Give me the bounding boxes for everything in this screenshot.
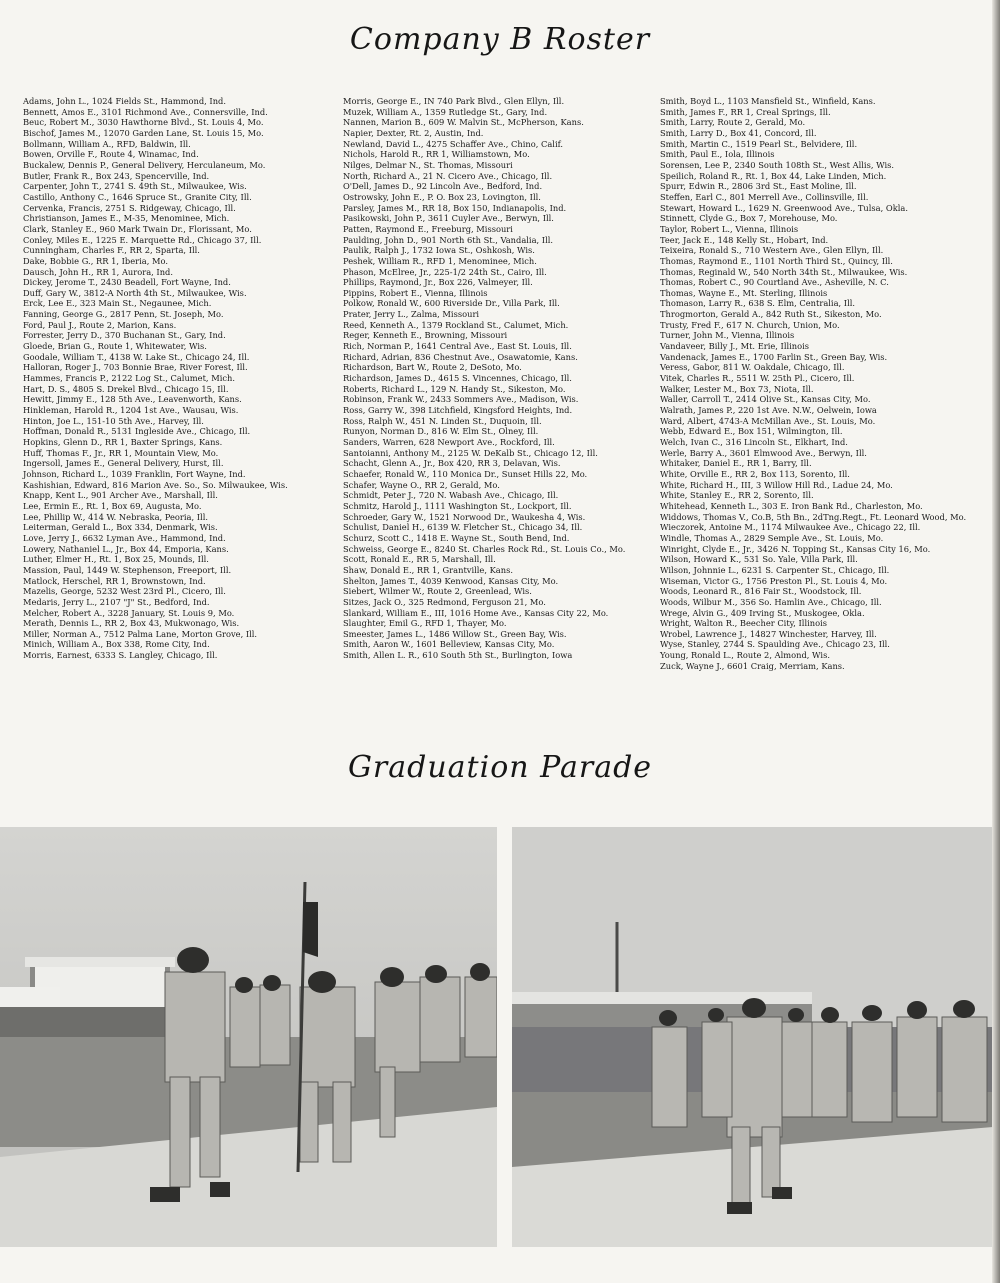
roster-entry: Santoianni, Anthony M., 2125 W. DeKalb St., Chicago 12, Ill. [343, 447, 598, 458]
roster-entry: Carpenter, John T., 2741 S. 49th St., Milwaukee, Wis. [23, 181, 247, 192]
roster-entry: Robinson, Frank W., 2433 Sommers Ave., Madison, Wis. [343, 394, 579, 405]
roster-entry: Butler, Frank R., Box 243, Spencerville, Ind. [23, 170, 210, 181]
roster-entry: Steffen, Earl C., 801 Merrell Ave., Collinsville, Ill. [660, 191, 869, 202]
roster-entry: Cervenka, Francis, 2751 S. Ridgeway, Chicago, Ill. [23, 202, 236, 213]
roster-entry: Smith, Larry D., Box 41, Concord, Ill. [660, 127, 817, 138]
roster-entry: Merath, Dennis L., RR 2, Box 43, Mukwonago, Wis. [23, 618, 240, 629]
roster-entry: Smith, Aaron W., 1601 Belleview, Kansas City, Mo. [343, 639, 555, 650]
roster-entry: Schulist, Daniel H., 6139 W. Fletcher St., Chicago 34, Ill. [343, 522, 583, 533]
roster-entry: North, Richard A., 21 N. Cicero Ave., Chicago, Ill. [343, 170, 553, 181]
roster-entry: Wieczorek, Antoine M., 1174 Milwaukee Ave., Chicago 22, Ill. [660, 522, 921, 533]
roster-entry: Fanning, George G., 2817 Penn, St. Joseph, Mo. [23, 309, 224, 320]
roster-entry: Minich, William A., Box 338, Rome City, Ind. [23, 639, 210, 650]
roster-entry: Paulding, John D., 901 North 6th St., Vandalia, Ill. [343, 234, 554, 245]
roster-entry: Winright, Clyde E., Jr., 3426 N. Topping St., Kansas City 16, Mo. [660, 543, 931, 554]
roster-entry: Nilges, Delmar N., St. Thomas, Missouri [343, 159, 513, 170]
roster-entry: Medaris, Jerry L., 2107 "J" St., Bedford, Ind. [23, 596, 210, 607]
roster-entry: Ingersoll, James E., General Delivery, Hurst, Ill. [23, 458, 224, 469]
roster-entry: Walker, Lester M., Box 73, Niota, Ill. [660, 383, 814, 394]
roster-entry: Sanders, Warren, 628 Newport Ave., Rockford, Ill. [343, 437, 555, 447]
roster-entry: Buckalew, Dennis P., General Delivery, Herculaneum, Mo. [23, 159, 266, 170]
parade-photo-right-image [512, 827, 993, 1247]
roster-entry: Thomas, Wayne E., Mt. Sterling, Illinois [660, 287, 828, 298]
roster-entry: Halloran, Roger J., 703 Bonnie Brae, River Forest, Ill. [23, 362, 248, 373]
roster-entry: O'Dell, James D., 92 Lincoln Ave., Bedford, Ind. [343, 181, 543, 192]
roster-entry: Matlock, Herschel, RR 1, Brownstown, Ind. [23, 575, 206, 586]
roster-entry: Turner, John M., Vienna, Illinois [660, 330, 795, 341]
roster-entry: Wilson, Howard K., 531 So. Yale, Villa Park, Ill. [660, 554, 858, 565]
roster-entry: Muzek, William A., 1359 Rutledge St., Gary, Ind. [343, 106, 548, 117]
roster-entry: Windle, Thomas A., 2829 Semple Ave., St. Louis, Mo. [660, 532, 884, 543]
roster-column-3 [660, 96, 980, 671]
roster-entry: Schaefer, Ronald W., 110 Monica Dr., Sunset Hills 22, Mo. [343, 468, 588, 479]
roster-entry: Christianson, James E., M-35, Menominee, Mich. [23, 213, 230, 224]
roster-entry: Smith, Larry, Route 2, Gerald, Mo. [660, 117, 806, 128]
roster-entry: Morris, George E., IN 740 Park Blvd., Glen Ellyn, Ill. [343, 96, 565, 106]
roster-entry: Trusty, Fred F., 617 N. Church, Union, Mo. [660, 319, 840, 330]
roster-entry: Hammes, Francis P., 2122 Log St., Calumet, Mich. [23, 373, 235, 384]
roster-entry: Pippins, Robert E., Vienna, Illinois [343, 287, 488, 298]
roster-entry: Slaughter, Emil G., RFD 1, Thayer, Mo. [343, 618, 507, 629]
roster-entry: Smith, Martin C., 1519 Pearl St., Belvidere, Ill. [660, 138, 858, 149]
roster-entry: Forrester, Jerry D., 370 Buchanan St., Gary, Ind. [23, 330, 226, 341]
roster-entry: Phillips, Raymond, Jr., Box 226, Valmeyer, Ill. [343, 277, 533, 288]
roster-entry: Speilich, Roland R., Rt. 1, Box 44, Lake Linden, Mich. [660, 170, 887, 181]
roster-entry: Nichols, Harold R., RR 1, Williamstown, Mo. [343, 149, 530, 160]
roster-entry: Schacht, Glenn A., Jr., Box 420, RR 3, Delavan, Wis. [343, 458, 561, 469]
roster-entry: Shaw, Donald E., RR 1, Grantville, Kans. [343, 564, 513, 575]
roster-entry: Zuck, Wayne J., 6601 Craig, Merriam, Kans. [660, 660, 845, 671]
roster-entry: Conley, Miles E., 1225 E. Marquette Rd., Chicago 37, Ill. [23, 234, 262, 245]
roster-entry: Kashishian, Edward, 816 Marion Ave. So., So. Milwaukee, Wis. [23, 479, 288, 490]
roster-entry: Thomason, Larry R., 638 S. Elm, Centralia, Ill. [660, 298, 856, 309]
roster-entry: Johnson, Richard L., 1039 Franklin, Fort Wayne, Ind. [23, 468, 246, 479]
roster-entry: Wiseman, Victor G., 1756 Preston Pl., St. Louis 4, Mo. [660, 575, 888, 586]
roster-entry: Richardson, James D., 4615 S. Vincennes, Chicago, Ill. [343, 373, 572, 384]
roster [23, 96, 988, 696]
roster-entry: Whitaker, Daniel E., RR 1, Barry, Ill. [660, 458, 812, 469]
roster-entry: Scott, Ronald E., RR 5, Marshall, Ill. [343, 554, 496, 565]
roster-entry: Phason, McElree, Jr., 225-1/2 24th St., Cairo, Ill. [343, 266, 547, 277]
roster-entry: Thomas, Robert C., 90 Courtland Ave., Asheville, N. C. [660, 277, 889, 288]
roster-entry: Polkow, Ronald W., 600 Riverside Dr., Villa Park, Ill. [343, 298, 560, 309]
roster-entry: Melcher, Robert A., 3228 January, St. Louis 9, Mo. [23, 607, 235, 618]
roster-entry: Dake, Bobbie G., RR 1, Iberia, Mo. [23, 255, 168, 266]
roster-entry: Beuc, Robert M., 3030 Hawthorne Blvd., St. Louis 4, Mo. [23, 117, 264, 128]
roster-entry: Bischof, James M., 12070 Garden Lane, St. Louis 15, Mo. [23, 127, 264, 138]
roster-entry: Webb, Edward E., Box 151, Wilmington, Ill. [660, 426, 843, 437]
roster-entry: Schroeder, Gary W., 1521 Norwood Dr., Waukesha 4, Wis. [343, 511, 586, 522]
roster-entry: Ford, Paul J., Route 2, Marion, Kans. [23, 319, 177, 330]
roster-entry: Goodale, William T., 4138 W. Lake St., Chicago 24, Ill. [23, 351, 250, 362]
roster-entry: White, Orville E., RR 2, Box 113, Sorento, Ill. [660, 468, 850, 479]
roster-entry: Hart, D. S., 4805 S. Drekel Blvd., Chicago 15, Ill. [23, 383, 229, 394]
roster-entry: Siebert, Wilmer W., Route 2, Greenlead, Wis. [343, 586, 532, 597]
roster-entry: Veress, Gabor, 811 W. Oakdale, Chicago, Ill. [660, 362, 845, 373]
roster-entry: Smeester, James L., 1486 Willow St., Green Bay, Wis. [343, 628, 567, 639]
roster-entry: Dausch, John H., RR 1, Aurora, Ind. [23, 266, 173, 277]
roster-entry: Bennett, Amos E., 3101 Richmond Ave., Connersville, Ind. [23, 106, 268, 117]
roster-entry: Taylor, Robert L., Vienna, Illinois [660, 223, 799, 234]
roster-entry: Ross, Ralph W., 451 N. Linden St., Duquoin, Ill. [343, 415, 542, 426]
roster-entry: Luther, Elmer H., Rt. 1, Box 25, Mounds, Ill. [23, 554, 209, 565]
parade-photo-left-image [0, 827, 497, 1247]
roster-entry: White, Richard H., III, 3 Willow Hill Rd., Ladue 24, Mo. [660, 479, 893, 490]
roster-entry: Throgmorton, Gerald A., 842 Ruth St., Sikeston, Mo. [660, 309, 882, 320]
roster-entry: Roberts, Richard L., 129 N. Handy St., Sikeston, Mo. [343, 383, 566, 394]
roster-entry: Cunningham, Charles F., RR 2, Sparta, Ill. [23, 245, 200, 256]
roster-entry: Richard, Adrian, 836 Chestnut Ave., Osawatomie, Kans. [343, 351, 578, 362]
parade-photo-left [0, 827, 497, 1247]
roster-entry: Schweiss, George E., 8240 St. Charles Rock Rd., St. Louis Co., Mo. [343, 543, 626, 554]
roster-entry: Knapp, Kent L., 901 Archer Ave., Marshall, Ill. [23, 490, 218, 501]
roster-entry: Nannen, Marion B., 609 W. Malvin St., McPherson, Kans. [343, 117, 584, 128]
roster-entry: Ostrowsky, John E., P. O. Box 23, Lovington, Ill. [343, 191, 541, 202]
roster-entry: Huff, Thomas F., Jr., RR 1, Mountain View, Mo. [23, 447, 219, 458]
roster-entry: Young, Ronald L., Route 2, Almond, Wis. [660, 650, 830, 661]
roster-entry: Teer, Jack E., 148 Kelly St., Hobart, Ind. [660, 234, 829, 245]
roster-entry: Wyse, Stanley, 2744 S. Spaulding Ave., Chicago 23, Ill. [660, 639, 890, 650]
roster-entry: Mazelis, George, 5232 West 23rd Pl., Cicero, Ill. [23, 586, 226, 597]
roster-entry: Wilson, Johnnie L., 6231 S. Carpenter St., Chicago, Ill. [660, 564, 890, 575]
roster-entry: Woods, Wilbur M., 356 So. Hamlin Ave., Chicago, Ill. [660, 596, 882, 607]
roster-entry: Schafer, Wayne O., RR 2, Gerald, Mo. [343, 479, 500, 490]
roster-entry: Rich, Norman P., 1641 Central Ave., East St. Louis, Ill. [343, 341, 572, 352]
roster-entry: Spurr, Edwin R., 2806 3rd St., East Moline, Ill. [660, 181, 857, 192]
roster-entry: Gloede, Brian G., Route 1, Whitewater, Wis. [23, 341, 207, 352]
roster-entry: Peshek, William R., RFD 1, Menominee, Mich. [343, 255, 537, 266]
roster-entry: Thomas, Raymond E., 1101 North Third St., Quincy, Ill. [660, 255, 893, 266]
roster-entry: Smith, Allen L. R., 610 South 5th St., Burlington, Iowa [343, 650, 573, 661]
roster-entry: Whitehead, Kenneth L., 303 E. Iron Bank Rd., Charleston, Mo. [660, 500, 923, 511]
roster-entry: Bollmann, William A., RFD, Baldwin, Ill. [23, 138, 191, 149]
roster-entry: Dickey, Jerome T., 2430 Beadell, Fort Wayne, Ind. [23, 277, 231, 288]
roster-entry: Werle, Barry A., 3601 Elmwood Ave., Berwyn, Ill. [660, 447, 867, 458]
roster-entry: Widdows, Thomas V., Co.B, 5th Bn., 2dTng.Regt., Ft. Leonard Wood, Mo. [660, 511, 967, 522]
roster-entry: Slankard, William E., III, 1016 Home Ave., Kansas City 22, Mo. [343, 607, 609, 618]
roster-entry: Wrege, Alvin G., 409 Irving St., Muskogee, Okla. [660, 607, 865, 618]
roster-entry: Love, Jerry J., 6632 Lyman Ave., Hammond, Ind. [23, 532, 226, 543]
roster-entry: Patten, Raymond E., Freeburg, Missouri [343, 223, 513, 234]
roster-entry: Welch, Ivan C., 316 Lincoln St., Elkhart, Ind. [660, 437, 848, 447]
roster-entry: Hinkleman, Harold R., 1204 1st Ave., Wausau, Wis. [23, 405, 239, 416]
parade-photo-right [512, 827, 993, 1247]
roster-entry: Prater, Jerry L., Zalma, Missouri [343, 309, 480, 320]
roster-entry: Clark, Stanley E., 960 Mark Twain Dr., Florissant, Mo. [23, 223, 252, 234]
roster-entry: Leiterman, Gerald L., Box 334, Denmark, Wis. [23, 522, 218, 533]
roster-entry: Reed, Kenneth A., 1379 Rockland St., Calumet, Mich. [343, 319, 569, 330]
roster-entry: Hinton, Joe L., 151-10 5th Ave., Harvey, Ill. [23, 415, 204, 426]
section-title: Graduation Parade [347, 750, 653, 785]
roster-entry: Schurz, Scott C., 1418 E. Wayne St., South Bend, Ind. [343, 532, 570, 543]
roster-entry: Shelton, James T., 4039 Kenwood, Kansas City, Mo. [343, 575, 559, 586]
roster-entry: Richardson, Bart W., Route 2, DeSoto, Mo. [343, 362, 522, 373]
roster-entry: Paulik, Ralph J., 1732 Iowa St., Oshkosh, Wis. [343, 245, 535, 256]
roster-entry: Napier, Dexter, Rt. 2, Austin, Ind. [343, 127, 484, 138]
roster-entry: Teixeira, Ronald S., 710 Western Ave., Glen Ellyn, Ill. [660, 245, 884, 256]
roster-entry: Lee, Ermin E., Rt. 1, Box 69, Augusta, Mo. [23, 500, 202, 511]
roster-entry: Walrath, James P., 220 1st Ave. N.W., Oelwein, Iowa [660, 405, 877, 416]
roster-column-1 [23, 96, 343, 661]
roster-entry: Massion, Paul, 1449 W. Stephenson, Freeport, Ill. [23, 564, 232, 575]
roster-entry: Erck, Lee E., 323 Main St., Negaunee, Mich. [23, 298, 212, 309]
page-edge [992, 0, 1000, 1283]
roster-entry: Reger, Kenneth E., Browning, Missouri [343, 330, 508, 341]
roster-entry: Hewitt, Jimmy E., 128 5th Ave., Leavenworth, Kans. [23, 394, 242, 405]
roster-entry: Miller, Norman A., 7512 Palma Lane, Morton Grove, Ill. [23, 628, 258, 639]
roster-entry: Vitek, Charles R., 5511 W. 25th Pl., Cicero, Ill. [660, 373, 855, 384]
roster-entry: Pasikowski, John P., 3611 Cuyler Ave., Berwyn, Ill. [343, 213, 554, 224]
roster-entry: Lee, Phillip W., 414 W. Nebraska, Peoria, Ill. [23, 511, 208, 522]
roster-entry: Wright, Walton R., Beecher City, Illinois [660, 618, 828, 629]
roster-entry: Schmidt, Peter J., 720 N. Wabash Ave., Chicago, Ill. [343, 490, 559, 501]
roster-entry: Duff, Gary W., 3812-A North 4th St., Milwaukee, Wis. [23, 287, 247, 298]
roster-entry: Smith, James F., RR 1, Creal Springs, Ill. [660, 106, 831, 117]
roster-entry: White, Stanley E., RR 2, Sorento, Ill. [660, 490, 814, 501]
roster-entry: Stewart, Howard L., 1629 N. Greenwood Ave., Tulsa, Okla. [660, 202, 908, 213]
roster-entry: Newland, David L., 4275 Schaffer Ave., Chino, Calif. [343, 138, 564, 149]
roster-entry: Smith, Paul E., Iola, Illinois [660, 149, 775, 160]
roster-entry: Ross, Garry W., 398 Litchfield, Kingsford Heights, Ind. [343, 405, 573, 416]
roster-entry: Hopkins, Glenn D., RR 1, Baxter Springs, Kans. [23, 437, 223, 447]
roster-entry: Vandenack, James E., 1700 Farlin St., Green Bay, Wis. [660, 351, 888, 362]
roster-entry: Runyon, Norman D., 816 W. Elm St., Olney, Ill. [343, 426, 539, 437]
roster-entry: Hoffman, Donald R., 5131 Ingleside Ave., Chicago, Ill. [23, 426, 251, 437]
roster-column-2 [343, 96, 663, 661]
roster-entry: Schmitz, Harold J., 1111 Washington St., Lockport, Ill. [343, 500, 572, 511]
roster-entry: Sorensen, Lee P., 2340 South 108th St., West Allis, Wis. [660, 159, 895, 170]
roster-entry: Parsley, James M., RR 18, Box 150, Indianapolis, Ind. [343, 202, 567, 213]
roster-entry: Waller, Carroll T., 2414 Olive St., Kansas City, Mo. [660, 394, 871, 405]
roster-entry: Sitzes, Jack O., 325 Redmond, Ferguson 21, Mo. [343, 596, 546, 607]
roster-entry: Stinnett, Clyde G., Box 7, Morehouse, Mo. [660, 213, 838, 224]
roster-entry: Adams, John L., 1024 Fields St., Hammond, Ind. [23, 96, 226, 106]
roster-entry: Wrobel, Lawrence J., 14827 Winchester, Harvey, Ill. [660, 628, 877, 639]
roster-entry: Ward, Albert, 4743-A McMillan Ave., St. Louis, Mo. [660, 415, 876, 426]
roster-entry: Vandaveer, Billy J., Mt. Erie, Illinois [660, 341, 810, 352]
roster-entry: Morris, Earnest, 6333 S. Langley, Chicago, Ill. [23, 650, 218, 661]
roster-entry: Woods, Leonard R., 816 Fair St., Woodstock, Ill. [660, 586, 862, 597]
roster-entry: Castillo, Anthony C., 1646 Spruce St., Granite City, Ill. [23, 191, 252, 202]
roster-entry: Smith, Boyd L., 1103 Mansfield St., Winfield, Kans. [660, 96, 876, 106]
roster-entry: Bowen, Orville F., Route 4, Winamac, Ind. [23, 149, 199, 160]
page-title: Company B Roster [349, 22, 651, 57]
roster-entry: Lowery, Nathaniel L., Jr., Box 44, Emporia, Kans. [23, 543, 229, 554]
roster-entry: Thomas, Reginald W., 540 North 34th St., Milwaukee, Wis. [660, 266, 908, 277]
